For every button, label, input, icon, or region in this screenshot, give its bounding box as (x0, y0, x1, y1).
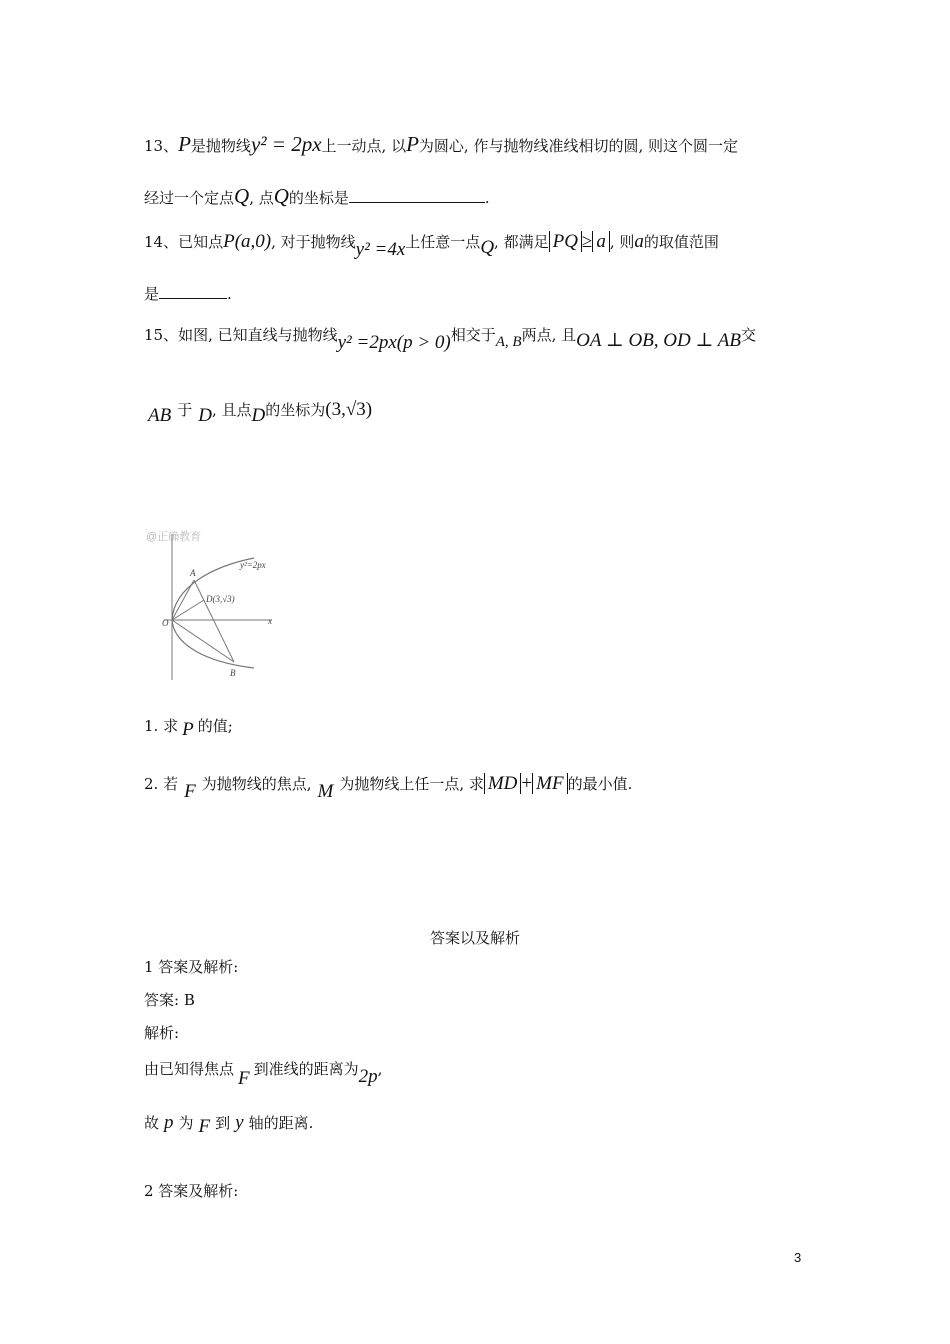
math-q: Q (480, 237, 495, 258)
q13-number: 13、 (144, 137, 179, 155)
math-plus: + (521, 773, 533, 794)
figure-watermark: @正确教育 (146, 531, 202, 543)
label-a: A (190, 568, 196, 578)
text: 的坐标是 (288, 189, 349, 207)
answer-1-line-1 (144, 1059, 383, 1089)
text: , 都满足 (494, 233, 549, 251)
text: , 则 (609, 233, 635, 251)
answer-2-title: 2 答案及解析: (144, 1182, 239, 1200)
text: 为 (178, 1114, 194, 1132)
answers-title: 答案以及解析 (429, 929, 520, 947)
text: 相交于 (450, 326, 496, 344)
label-o: O (162, 618, 169, 628)
q15-line-2 (148, 399, 373, 426)
math-abs-md: MD (484, 773, 522, 794)
q15-sub-1 (144, 716, 233, 740)
q14-line-2 (144, 287, 232, 302)
math-points-ab: A, B (495, 334, 522, 350)
text: 为抛物线的焦点, (201, 775, 312, 793)
math-d-coordinate: (3,√3) (325, 399, 373, 420)
text: , 且点 (211, 401, 252, 419)
text: 两点, 且 (521, 326, 577, 344)
math-m: M (317, 781, 334, 802)
answer-blank[interactable] (159, 298, 227, 299)
math-parabola-equation: y² =2px(p > 0) (337, 332, 451, 353)
math-f: F (198, 1116, 211, 1137)
text: 的值; (197, 717, 233, 735)
answer-1-explanation-label: 解析: (144, 1024, 180, 1042)
text: 于 (177, 401, 193, 419)
text: . (227, 285, 232, 303)
label-d: D(3,√3) (206, 594, 235, 604)
label-b: B (230, 668, 236, 678)
math-f: F (184, 781, 196, 802)
math-abs-pq: PQ (549, 231, 582, 252)
text: 由已知得焦点 (144, 1060, 235, 1078)
answer-blank[interactable] (349, 202, 485, 203)
text: , 对于抛物线 (271, 233, 356, 251)
math-p: p (164, 1112, 174, 1133)
math-a: a (634, 231, 644, 252)
text: , 点 (249, 189, 274, 207)
text: 上任意一点 (405, 233, 481, 251)
q13-line-1 (144, 134, 738, 155)
q15-number: 15、如图, 已知直线与抛物线 (144, 326, 338, 344)
math-p: P (182, 719, 194, 740)
text: 为抛物线上任一点, 求 (339, 775, 484, 793)
math-parabola-equation: y² = 2px (250, 132, 322, 156)
q13-line-2 (144, 186, 490, 207)
label-curve: y²=2px (240, 560, 266, 570)
text: 的坐标为 (265, 401, 326, 419)
parabola-figure (144, 526, 284, 682)
math-q: Q (273, 184, 289, 208)
text: 故 (144, 1114, 160, 1132)
q14-line-1 (144, 231, 719, 260)
text: 到准线的距离为 (253, 1060, 359, 1078)
label-x: x (268, 616, 272, 626)
math-perpendicular-conditions: OA ⊥ OB, OD ⊥ AB (576, 330, 741, 351)
math-p: P (178, 132, 191, 156)
text: 上一动点, 以 (321, 137, 407, 155)
segment-oa (172, 580, 194, 620)
text: 交 (740, 326, 756, 344)
text: 到 (215, 1114, 231, 1132)
text: 经过一个定点 (144, 189, 235, 207)
math-q: Q (234, 184, 250, 208)
math-p: P (406, 132, 419, 156)
math-abs-mf: MF (532, 773, 567, 794)
math-d: D (251, 405, 266, 426)
math-ab: AB (148, 405, 172, 426)
q15-sub-2 (144, 773, 633, 802)
math-d: D (198, 405, 212, 426)
text: 为圆心, 作与抛物线准线相切的圆, 则这个圆一定 (418, 137, 738, 155)
text: 是 (144, 285, 160, 303)
text: 的取值范围 (643, 233, 719, 251)
segment-ob (172, 620, 234, 662)
segment-ab (194, 580, 234, 662)
text: 是抛物线 (190, 137, 251, 155)
text: , (377, 1060, 383, 1078)
q14-number: 14、已知点 (144, 233, 224, 251)
page-number: 3 (794, 1250, 802, 1265)
answer-1-line-2 (144, 1112, 314, 1137)
parabola-curve (172, 558, 254, 668)
math-y: y (235, 1112, 244, 1133)
text: 2. 若 (144, 775, 179, 793)
q15-line-1 (144, 325, 756, 353)
text: 轴的距离. (248, 1114, 314, 1132)
math-parabola-equation: y² =4x (355, 239, 406, 260)
math-f: F (238, 1068, 250, 1089)
text: 1. 求 (144, 717, 179, 735)
math-geq: ≥ (581, 231, 593, 252)
text: . (484, 189, 490, 207)
math-2p: 2p (358, 1066, 378, 1087)
answer-1-title: 1 答案及解析: (144, 958, 239, 976)
answer-1-answer: 答案: B (144, 991, 195, 1009)
math-point-p: P(a,0) (223, 231, 272, 252)
math-abs-a: a (592, 231, 610, 252)
text: 的最小值. (567, 775, 633, 793)
